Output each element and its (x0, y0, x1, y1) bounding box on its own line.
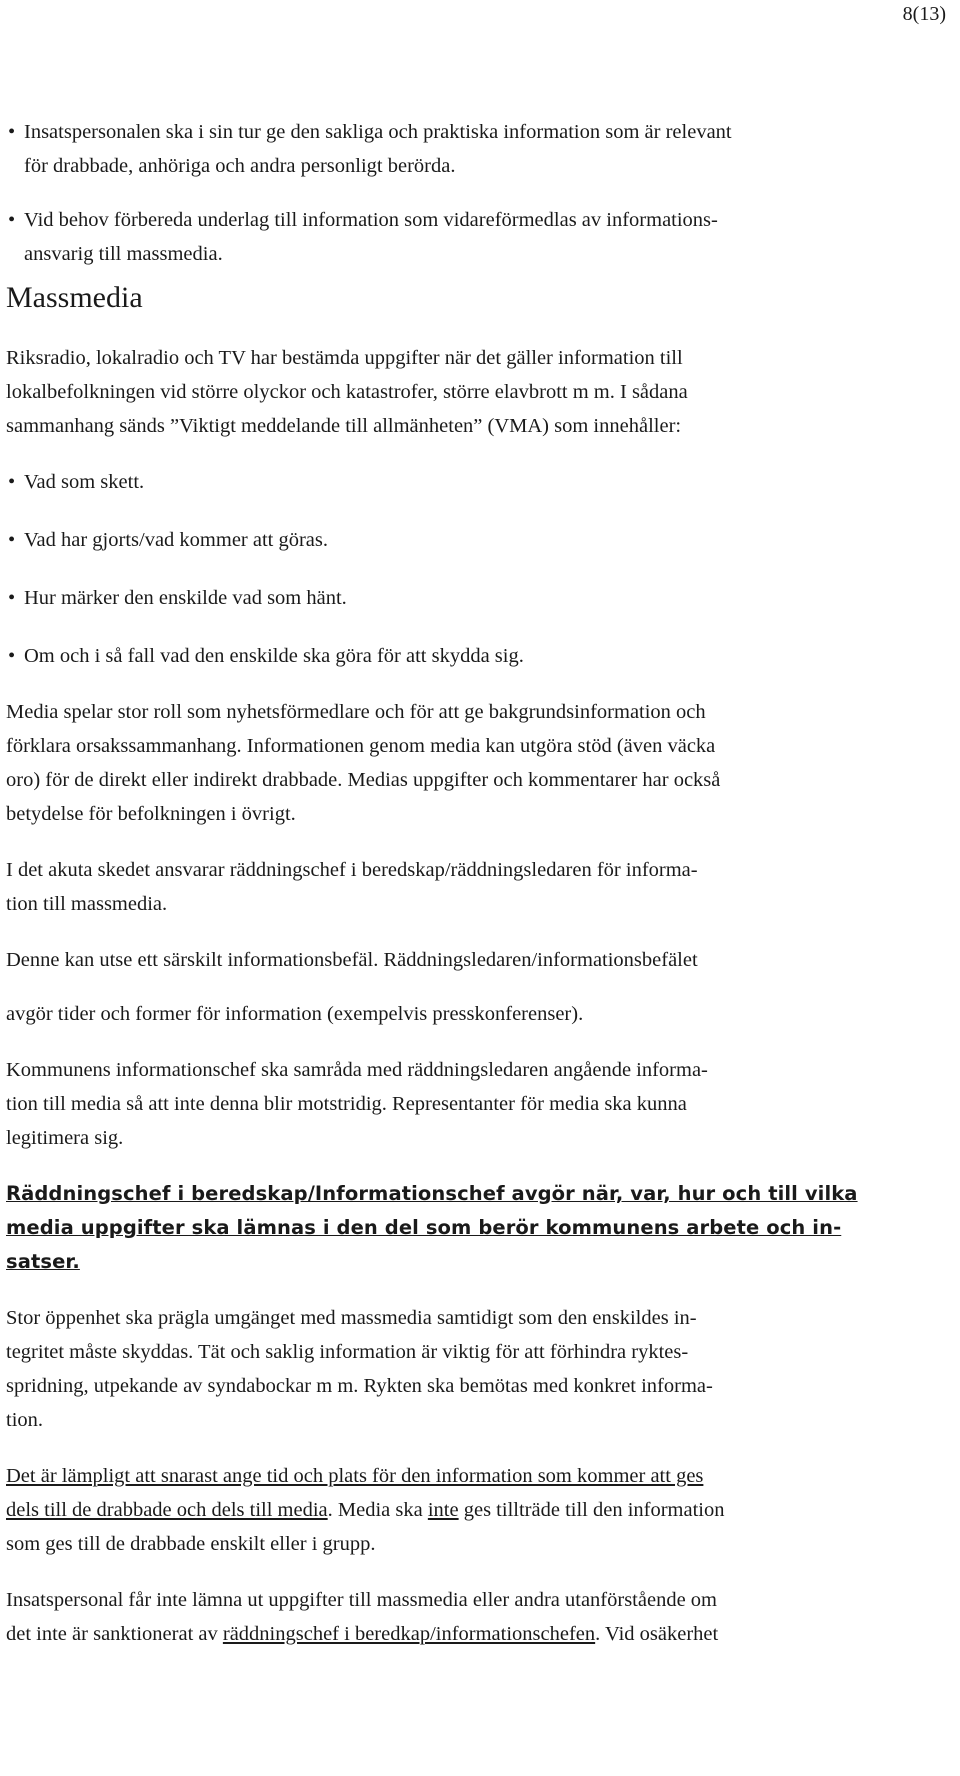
bullet-line: Insatspersonalen ska i sin tur ge den sakliga och praktiska information som är relevant (24, 121, 732, 143)
text-line: satser. (6, 1250, 80, 1273)
text-span: ges tillträde till den information (458, 1499, 725, 1521)
paragraph-municipal (6, 1053, 952, 1155)
text-span: . Vid osäkerhet (595, 1623, 719, 1645)
text-line: spridning, utpekande av syndabockar m m. Rykten ska bemötas med konkret informa- (6, 1375, 713, 1397)
text-line: Denne kan utse ett särskilt informationsbefäl. Räddningsledaren/informationsbefälet (6, 949, 698, 971)
paragraph-delegate (6, 943, 952, 1031)
underlined-phrase: räddningschef i beredkap/informationschefen (222, 1623, 596, 1645)
paragraph-acute (6, 853, 952, 921)
list-item (6, 523, 952, 557)
text-line: tion till media så att inte denna blir motstridig. Representanter för media ska kunna (6, 1093, 687, 1115)
text-line: Kommunens informationschef ska samråda med räddningsledaren angående informa- (6, 1059, 708, 1081)
text-line: tion till massmedia. (6, 893, 168, 915)
bullet-line: Vid behov förbereda underlag till information som vidareförmedlas av informations- (24, 209, 718, 231)
text-line: Riksradio, lokalradio och TV har bestämda uppgifter när det gäller information till (6, 347, 683, 369)
paragraph-media (6, 695, 952, 831)
text-line: tion. (6, 1409, 44, 1431)
text-line (6, 1493, 952, 1527)
paragraph-openness (6, 1301, 952, 1437)
bullet-line: Vad som skett. (24, 471, 145, 493)
bullet-icon: • (8, 209, 16, 231)
bullet-line: Om och i så fall vad den enskilde ska göra för att skydda sig. (24, 645, 524, 667)
underlined-word: inte (427, 1499, 459, 1521)
document-body (6, 115, 952, 1651)
text-line: sammanhang sänds ”Viktigt meddelande till allmänheten” (VMA) som innehåller: (6, 415, 682, 437)
paragraph-timing (6, 1459, 952, 1561)
text-span: . Media ska (327, 1499, 428, 1521)
bullet-line: Vad har gjorts/vad kommer att göras. (24, 529, 329, 551)
bullet-icon: • (8, 529, 16, 551)
text-line: Insatspersonal får inte lämna ut uppgifter till massmedia eller andra utanförstående om (6, 1589, 717, 1611)
text-span: det inte är sanktionerat av (6, 1623, 223, 1645)
bullet-icon: • (8, 645, 16, 667)
text-line: tegritet måste skyddas. Tät och saklig information är viktig för att förhindra ryktes- (6, 1341, 689, 1363)
text-line: Det är lämpligt att snarast ange tid och plats för den information som kommer att ges (6, 1465, 704, 1487)
text-line: Stor öppenhet ska prägla umgänget med massmedia samtidigt som den enskildes in- (6, 1307, 697, 1329)
page-number: 8(13) (902, 3, 946, 25)
text-line: media uppgifter ska lämnas i den del som berör kommunens arbete och in- (6, 1216, 842, 1239)
text-line: Räddningschef i beredskap/Informationschef avgör när, var, hur och till vilka (6, 1182, 858, 1205)
list-item (6, 115, 952, 183)
list-item (6, 581, 952, 615)
list-item (6, 465, 952, 499)
paragraph-bold-directive (6, 1177, 952, 1279)
list-item (6, 203, 952, 271)
bullet-icon: • (8, 587, 16, 609)
bullet-line: ansvarig till massmedia. (24, 243, 223, 265)
bullet-icon: • (8, 121, 16, 143)
bullet-line: för drabbade, anhöriga och andra personligt berörda. (24, 155, 456, 177)
text-line: Media spelar stor roll som nyhetsförmedlare och för att ge bakgrundsinformation och (6, 701, 706, 723)
paragraph-intro (6, 341, 952, 443)
text-line: förklara orsakssammanhang. Informationen genom media kan utgöra stöd (även väcka (6, 735, 716, 757)
text-line (6, 1617, 952, 1651)
underlined-phrase: dels till de drabbade och dels till media (6, 1499, 328, 1521)
list-item (6, 639, 952, 673)
text-line: avgör tider och former för information (exempelvis presskonferenser). (6, 1003, 584, 1025)
text-line: betydelse för befolkningen i övrigt. (6, 803, 296, 825)
section-heading: Massmedia (6, 281, 143, 314)
text-line: som ges till de drabbade enskilt eller i grupp. (6, 1533, 376, 1555)
text-line: lokalbefolkningen vid större olyckor och katastrofer, större elavbrott m m. I sådana (6, 381, 688, 403)
bullet-icon: • (8, 471, 16, 493)
text-line: I det akuta skedet ansvarar räddningschef i beredskap/räddningsledaren för informa- (6, 859, 698, 881)
bullet-line: Hur märker den enskilde vad som hänt. (24, 587, 347, 609)
text-line: oro) för de direkt eller indirekt drabbade. Medias uppgifter och kommentarer har också (6, 769, 721, 791)
text-line: legitimera sig. (6, 1127, 124, 1149)
paragraph-personnel (6, 1583, 952, 1651)
